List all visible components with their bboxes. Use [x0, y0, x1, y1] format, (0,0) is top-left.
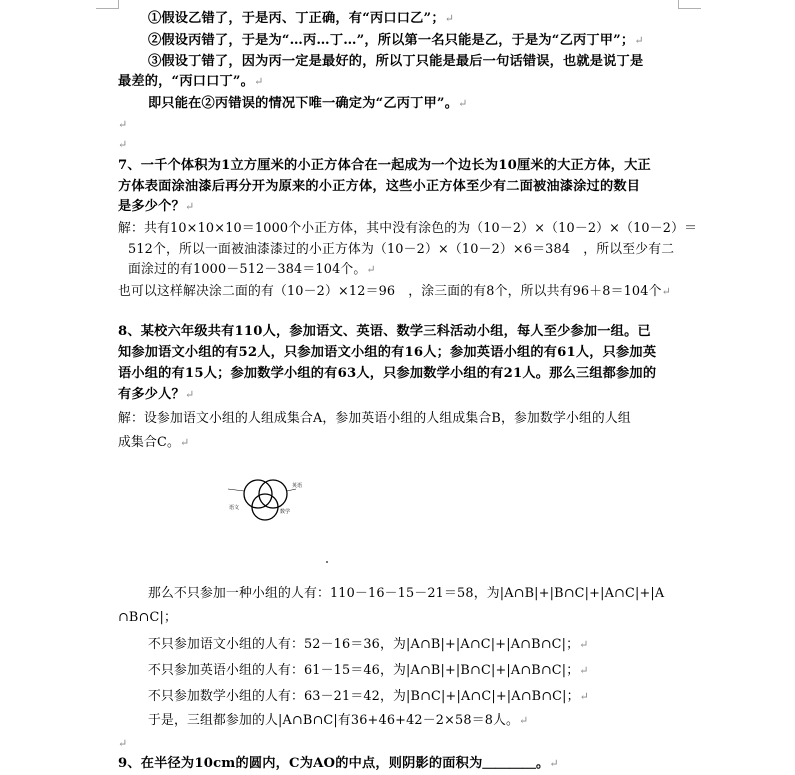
solution-8-line: 不只参加语文小组的人有：52－16＝36，为|A∩B|+|A∩C|+|A∩B∩C|；↵ [148, 637, 589, 652]
solution-7-line: 面涂过的有1000－512－384＝104个。↵ [128, 262, 376, 277]
empty-paragraph-mark: ↵ [118, 118, 128, 131]
problem-7-line: 是多少个？↵ [118, 199, 195, 214]
solution-7-line: 512个，所以一面被油漆漆过的小正方体为（10－2）×（10－2）×6＝384 ，所以至少有二 [128, 242, 675, 257]
solution-8-line: 于是，三组都参加的人|A∩B∩C|有36+46+42－2×58＝8人。↵ [148, 713, 529, 728]
venn-circle-c [252, 494, 278, 520]
problem-8-line: 有多少人？↵ [118, 387, 195, 402]
solution-8-line: 不只参加英语小组的人有：61－15＝46，为|A∩B|+|B∩C|+|A∩B∩C|；↵ [148, 663, 589, 678]
page-corner-mark-left [96, 0, 119, 9]
venn-label-a: 语文 [229, 505, 240, 511]
problem-7-line: 7、一千个体积为1立方厘米的小正方体合在一起成为一个边长为10厘米的大正方体，大正 [118, 158, 651, 173]
empty-paragraph-mark: ↵ [118, 138, 128, 151]
venn-leader-b [287, 489, 296, 491]
solution-8-line: 不只参加数学小组的人有：63－21＝42，为|B∩C|+|A∩C|+|A∩B∩C|；↵ [148, 689, 590, 704]
venn-leader-a [228, 489, 244, 491]
text-line: ③假设丁错了，因为丙一定是最好的，所以丁只能是最后一句话错误，也就是说丁是 [148, 54, 644, 69]
empty-paragraph-mark: ↵ [118, 737, 128, 750]
solution-8-line: 解：设参加语文小组的人组成集合A，参加英语小组的人组成集合B，参加数学小组的人组 [118, 411, 631, 426]
solution-8-line: ∩B∩C|； [118, 610, 177, 625]
problem-8-line: 8、某校六年级共有110人，参加语文、英语、数学三科活动小组，每人至少参加一组。已 [118, 324, 651, 339]
venn-label-b: 英语 [292, 483, 303, 489]
problem-8-line: 知参加语文小组的有52人，只参加语文小组的有16人；参加英语小组的有61人，只参加英 [118, 345, 657, 360]
problem-7-line: 方体表面涂油漆后再分开为原来的小正方体，这些小正方体至少有二面被油漆涂过的数目 [118, 179, 641, 194]
problem-8-line: 语小组的有15人；参加数学小组的有63人，只参加数学小组的有21人。那么三组都参加的 [118, 366, 657, 381]
solution-8-line: 那么不只参加一种小组的人有：110－16－15－21＝58，为|A∩B|+|B∩C|+|A∩C|+|A [148, 586, 665, 601]
problem-9-line: 9、在半径为10cm的圆内，C为AO的中点，则阴影的面积为＿＿＿＿。↵ [118, 756, 559, 771]
solution-7-line: 也可以这样解决涂二面的有（10－2）×12＝96 ，涂三面的有8个，所以共有96＋8＝104个↵ [118, 284, 672, 299]
solution-7-line: 解：共有10×10×10＝1000个小正方体，其中没有涂色的为（10－2）×（10－2）×（10－2）＝ [118, 221, 698, 236]
text-line: 最差的，“丙口口丁”。↵ [118, 74, 264, 89]
text-line: ①假设乙错了，于是丙、丁正确，有“丙口口乙”；↵ [148, 11, 455, 26]
text-line: 即只能在②丙错误的情况下唯一确定为“乙丙丁甲”。↵ [148, 96, 468, 111]
text-line: ②假设丙错了，于是为“…丙…丁…”，所以第一名只能是乙，于是为“乙丙丁甲”；↵ [148, 33, 644, 48]
venn-diagram [226, 473, 306, 525]
anchor-mark [326, 561, 328, 563]
solution-8-line: 成集合C。↵ [118, 435, 190, 450]
venn-label-c: 数学 [280, 509, 291, 515]
